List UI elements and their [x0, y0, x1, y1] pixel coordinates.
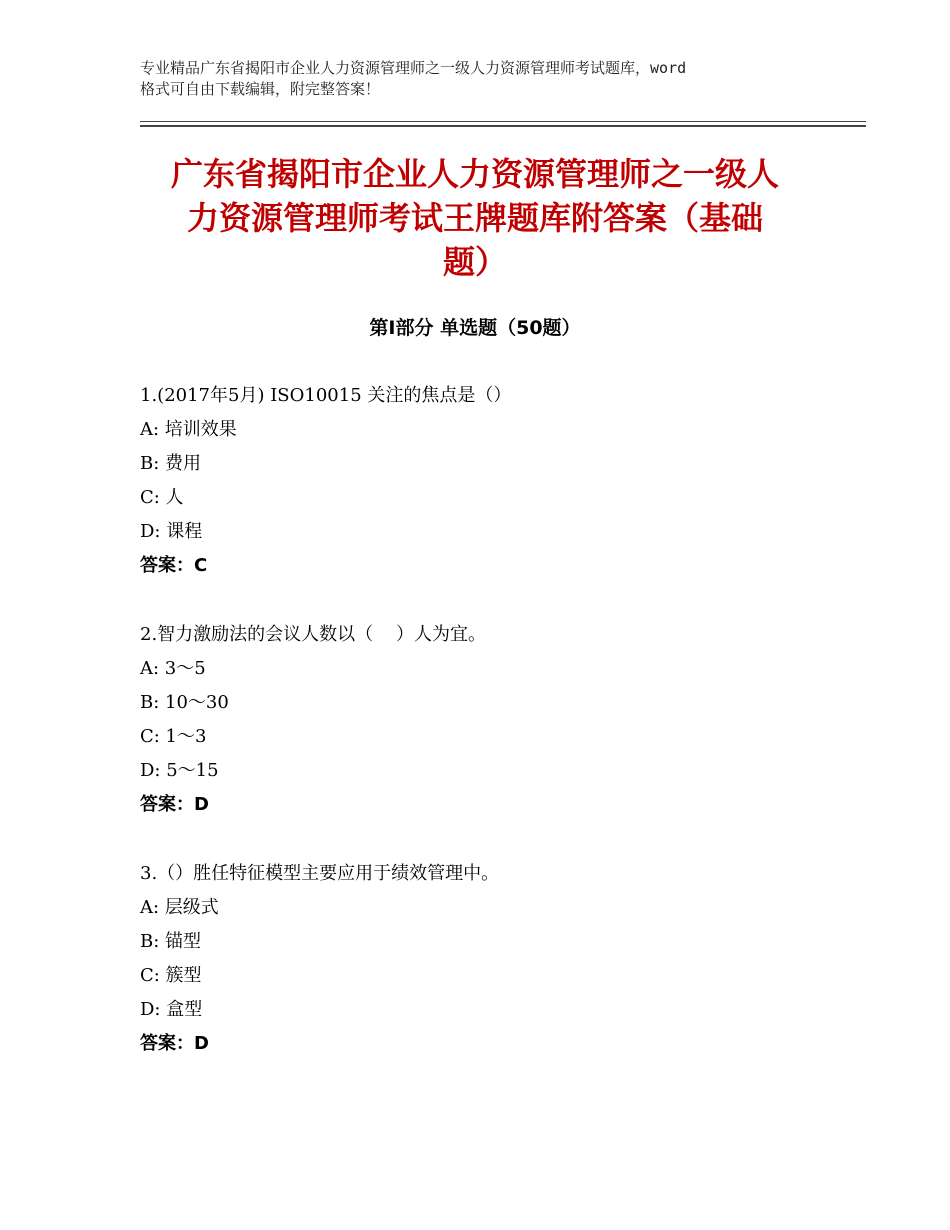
option-b: B: 10～30 — [140, 692, 229, 713]
option-d: D: 5～15 — [140, 760, 219, 781]
option-c: C: 人 — [140, 487, 184, 508]
header-note-line-2: 格式可自由下载编辑，附完整答案！ — [140, 80, 381, 98]
document-title-line-1: 广东省揭阳市企业人力资源管理师之一级人 — [170, 155, 779, 193]
option-a: A: 培训效果 — [140, 419, 237, 440]
section-title: 第Ⅰ部分 单选题（50题） — [369, 317, 581, 339]
question-3 — [140, 857, 820, 1061]
question-stem: 3.（）胜任特征模型主要应用于绩效管理中。 — [140, 863, 500, 884]
answer-line: 答案：D — [140, 1033, 209, 1054]
header-note — [140, 58, 840, 100]
header-note-line-1: 专业精品广东省揭阳市企业人力资源管理师之一级人力资源管理师考试题库，word — [140, 59, 687, 77]
option-d: D: 盒型 — [140, 999, 203, 1020]
document-title-line-3: 题） — [442, 243, 507, 281]
question-1 — [140, 379, 820, 583]
question-2 — [140, 618, 820, 822]
answer-line: 答案：C — [140, 555, 208, 576]
question-stem: 2.智力激励法的会议人数以（ ）人为宜。 — [140, 624, 487, 645]
option-b: B: 锚型 — [140, 931, 202, 952]
option-a: A: 3～5 — [140, 658, 206, 679]
option-b: B: 费用 — [140, 453, 202, 474]
document-title-line-2: 力资源管理师考试王牌题库附答案（基础 — [186, 199, 763, 237]
document-title — [140, 152, 810, 284]
option-c: C: 簇型 — [140, 965, 202, 986]
option-a: A: 层级式 — [140, 897, 219, 918]
option-c: C: 1～3 — [140, 726, 207, 747]
header-divider-thin — [140, 121, 866, 122]
answer-line: 答案：D — [140, 794, 209, 815]
question-stem: 1.(2017年5月) ISO10015 关注的焦点是（） — [140, 385, 512, 406]
option-d: D: 课程 — [140, 521, 203, 542]
header-divider-thick — [140, 125, 866, 127]
